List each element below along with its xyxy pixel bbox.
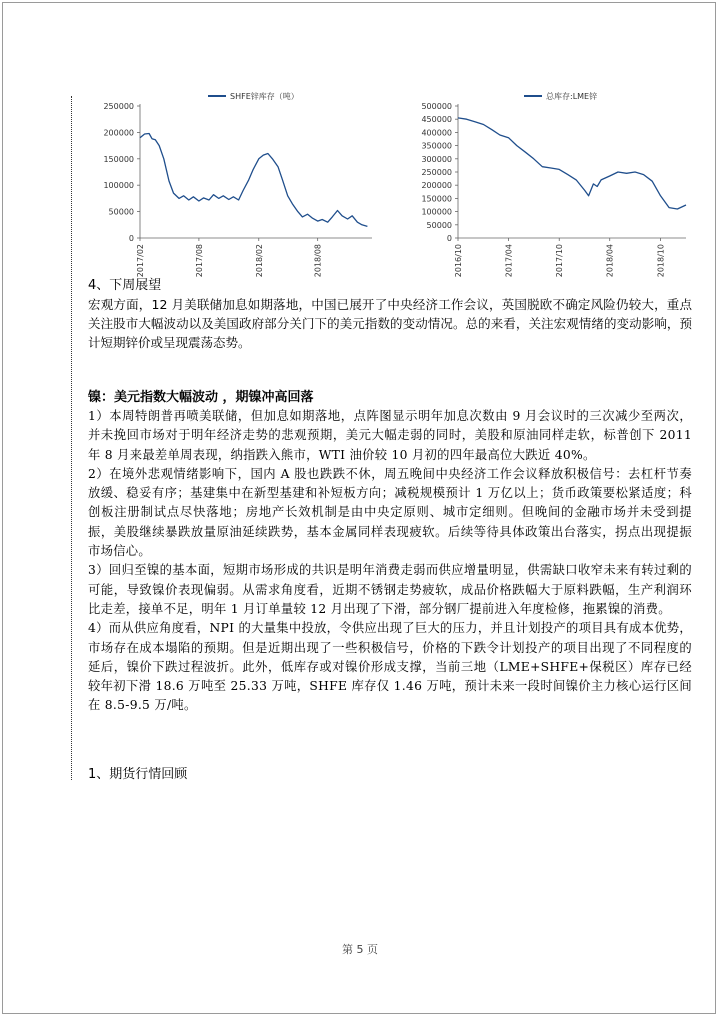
y-tick-label: 200000 <box>103 128 134 138</box>
y-tick-label: 300000 <box>421 154 452 164</box>
shfe-zinc-inventory-svg <box>82 86 382 282</box>
x-tick-label: 2018/04 <box>605 244 615 278</box>
shfe-zinc-inventory-chart <box>82 86 382 282</box>
nickel-paragraph-4: 4）而从供应角度看，NPI 的大量集中投放，令供应出现了巨大的压力，并且计划投产的项目具有成本优势，市场存在成本塌陷的预期。但是近期出现了一些积极信号，价格的下跌令计划投产的项目出现了不同程度的延后，镍价下跌过程波折。此外，低库存或对镍价形成支撑，当前三地（LME+SHFE+保税区）库存已经较年初下滑 18.6 万吨至 25.33 万吨，SHFE 库存仅 1.46 万吨，预计未来一段时间镍价主力核心运行区间在 8.5-9.5 万/吨。 <box>88 621 692 713</box>
page-number: 第 5 页 <box>342 943 378 956</box>
x-tick-label: 2018/08 <box>313 244 323 278</box>
legend-label: SHFE锌库存（吨） <box>230 92 299 101</box>
y-tick-label: 250000 <box>421 168 452 177</box>
x-tick-label: 2018/02 <box>254 244 264 278</box>
y-tick-label: 400000 <box>421 128 452 138</box>
y-tick-label: 500000 <box>421 102 452 111</box>
y-tick-label: 150000 <box>421 194 452 204</box>
section-outlook-heading: 4、下周展望 <box>88 278 162 293</box>
x-tick-label: 2017/02 <box>136 244 145 278</box>
y-tick-label: 450000 <box>421 115 452 125</box>
legend-label: 总库存:LME锌 <box>546 92 598 101</box>
y-tick-label: 0 <box>128 234 134 243</box>
y-tick-label: 350000 <box>421 141 452 151</box>
series-line <box>458 118 686 209</box>
y-tick-label: 150000 <box>103 154 134 164</box>
y-tick-label: 250000 <box>103 102 134 111</box>
lme-zinc-inventory-chart <box>396 86 696 282</box>
x-tick-label: 2017/04 <box>504 244 514 278</box>
nickel-heading: 镍：美元指数大幅波动 ，期镍冲高回落 <box>88 390 314 405</box>
section-outlook <box>88 276 692 352</box>
y-tick-label: 200000 <box>421 181 452 191</box>
series-line <box>140 134 367 227</box>
section-outlook-body: 宏观方面，12 月美联储加息如期落地，中国已展开了中央经济工作会议，英国脱欧不确定风险仍较大，重点关注股市大幅波动以及美国政府部分关门下的美元指数的变动情况。总的来看，关注宏观情绪的变动影响，预计短期锌价或呈现震荡态势。 <box>88 297 692 350</box>
section-nickel <box>88 388 692 716</box>
lme-zinc-inventory-svg <box>396 86 696 282</box>
x-tick-label: 2017/10 <box>555 244 565 278</box>
nickel-paragraph-3: 3）回归至镍的基本面，短期市场形成的共识是明年消费走弱而供应增量明显，供需缺口收窄未来有转过剩的可能，导致镍价表现偏弱。从需求角度看，近期不锈钢走势疲软，成品价格跌幅大于原料跌幅，生产利润环比走差，接单不足，明年 1 月订单量较 12 月出现了下滑，部分钢厂提前进入年度检修，拖累镍的消费。 <box>88 563 692 616</box>
y-tick-label: 0 <box>446 234 452 243</box>
nickel-paragraph-2: 2）在境外悲观情绪影响下，国内 A 股也跌跌不休，周五晚间中央经济工作会议释放积极信号：去杠杆节奏放缓、稳妥有序；基建集中在新型基建和补短板方向；减税规模预计 1 万亿以上；货币政策要松紧适度；科创板注册制试点尽快落地；房地产长效机制是由中央定原则、城市定细则。但晚间的金融市场并未受到提振，美股继续暴跌放量原油延续跌势，基本金属同样表现疲软。后续等待具体政策出台落实，拐点出现提振市场信心。 <box>88 466 692 559</box>
y-tick-label: 100000 <box>103 181 134 191</box>
x-tick-label: 2016/10 <box>454 244 463 278</box>
y-tick-label: 50000 <box>108 207 134 217</box>
section-futures-review-heading: 1、期货行情回顾 <box>88 767 188 782</box>
margin-rule <box>71 96 72 780</box>
y-tick-label: 100000 <box>421 207 452 217</box>
x-tick-label: 2018/10 <box>656 244 666 278</box>
y-tick-label: 50000 <box>426 220 452 230</box>
x-tick-label: 2017/08 <box>194 244 204 278</box>
nickel-paragraph-1: 1）本周特朗普再喷美联储，但加息如期落地，点阵图显示明年加息次数由 9 月会议时的三次减少至两次，并未挽回市场对于明年经济走势的悲观预期，美元大幅走弱的同时，美股和原油同样走软，标普创下 2011 年 8 月来最差单周表现，纳指跌入熊市，WTI 油价较 10 月初的四年最高位大跌近 40%。 <box>88 409 692 462</box>
